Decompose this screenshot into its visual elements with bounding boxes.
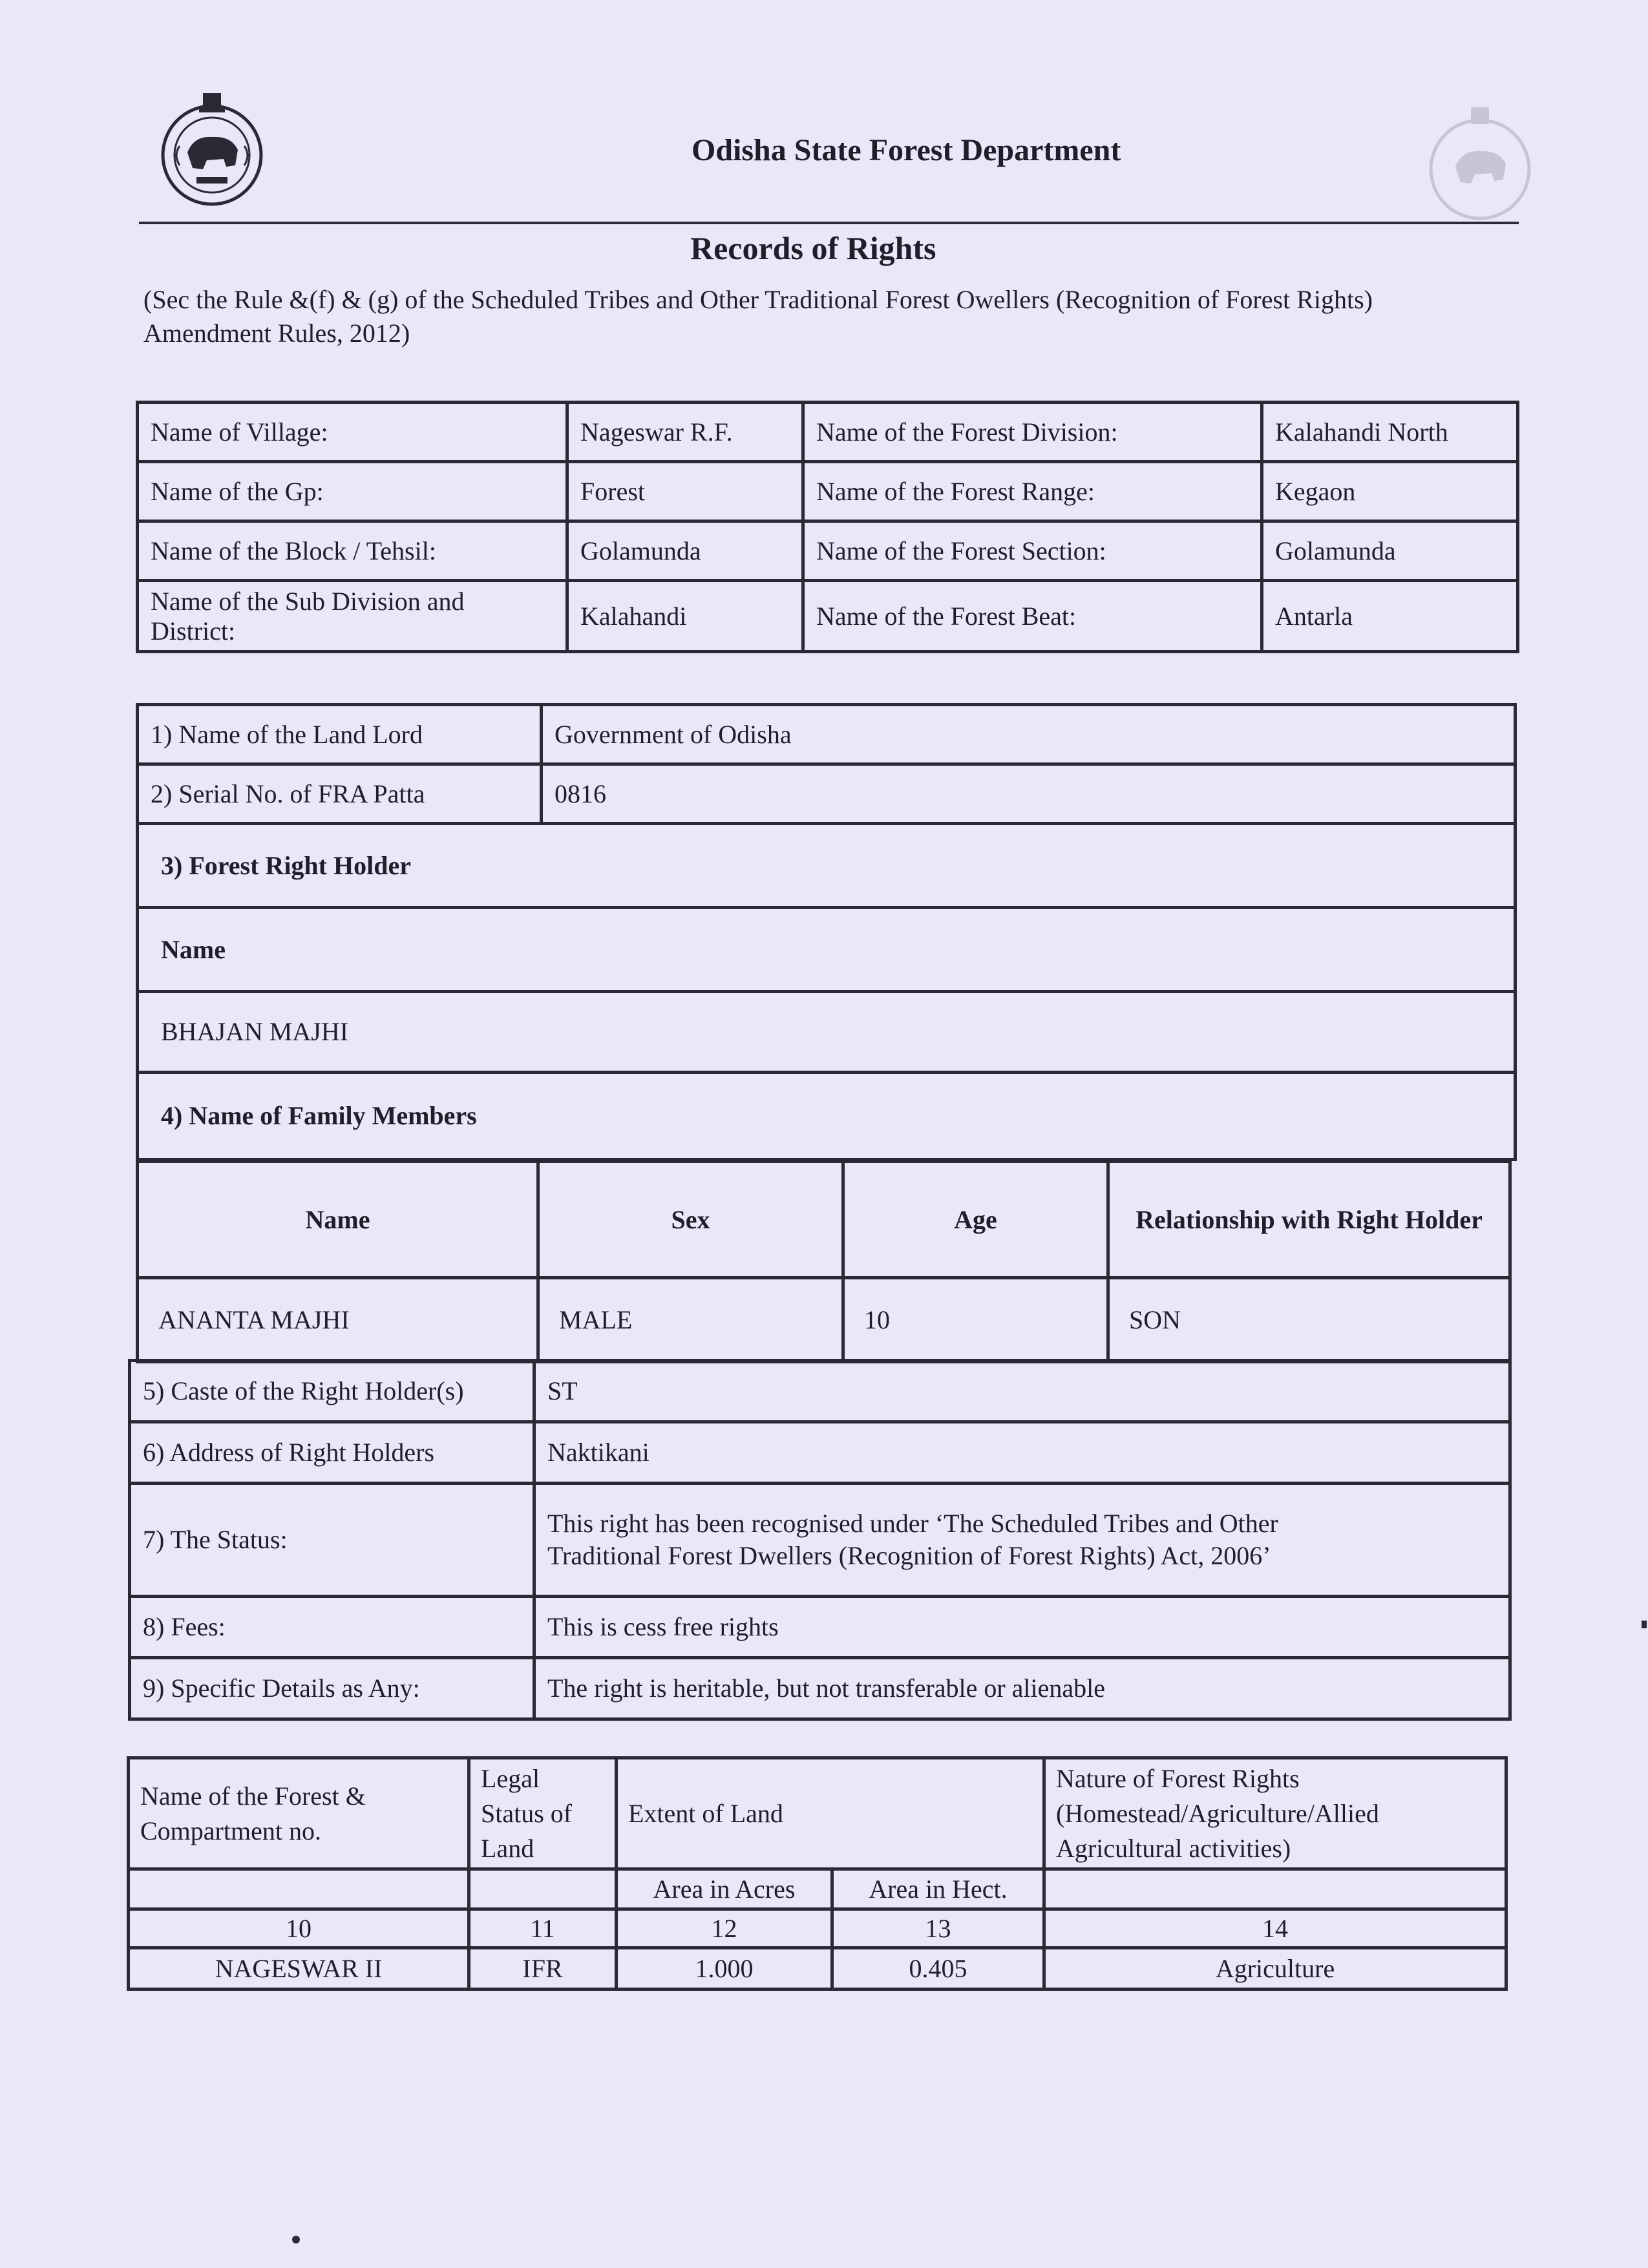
value-area-acres: 1.000 (617, 1948, 832, 1990)
details-table (128, 1359, 1512, 1721)
header-nature-of-rights: Nature of Forest Rights (Homestead/Agriculture/Allied Agricultural activities) (1044, 1758, 1506, 1869)
member-age: 10 (843, 1278, 1108, 1362)
value-forest-range: Kegaon (1262, 462, 1518, 521)
heading-family-members: 4) Name of Family Members (138, 1073, 1516, 1160)
page-title: Records of Rights (690, 230, 936, 266)
header-legal-status: Legal Status of Land (469, 1758, 617, 1869)
header-name: Name (138, 1162, 538, 1278)
value-gp: Forest (567, 462, 803, 521)
label-sub-division: Name of the Sub Division and District: (138, 581, 567, 652)
value-forest-section: Golamunda (1262, 521, 1518, 581)
table-row (129, 1948, 1506, 1990)
speck (1642, 1621, 1647, 1628)
table-row (129, 1758, 1506, 1869)
table-row (130, 1597, 1510, 1658)
label-caste: 5) Caste of the Right Holder(s) (130, 1361, 534, 1422)
value-forest-compartment: NAGESWAR II (129, 1948, 469, 1990)
table-row (138, 908, 1516, 992)
member-name: ANANTA MAJHI (138, 1278, 538, 1362)
label-block: Name of the Block / Tehsil: (138, 521, 567, 581)
table-row (138, 462, 1518, 521)
header-extent-of-land: Extent of Land (617, 1758, 1044, 1869)
label-status: 7) The Status: (130, 1484, 534, 1597)
speck (292, 2236, 300, 2243)
location-table (136, 401, 1519, 653)
value-land-lord: Government of Odisha (542, 705, 1516, 764)
table-row (130, 1484, 1510, 1597)
table-row (129, 1909, 1506, 1948)
header-area-hect: Area in Hect. (832, 1869, 1044, 1909)
table-row (138, 992, 1516, 1073)
header-area-acres: Area in Acres (617, 1869, 832, 1909)
member-relationship: SON (1108, 1278, 1510, 1362)
value-serial-no: 0816 (542, 764, 1516, 824)
label-forest-beat: Name of the Forest Beat: (803, 581, 1262, 652)
value-specific-details: The right is heritable, but not transferable or alienable (534, 1658, 1510, 1719)
value-village: Nageswar R.F. (567, 403, 803, 462)
empty-cell (1044, 1869, 1506, 1909)
label-village: Name of Village: (138, 403, 567, 462)
table-row (129, 1869, 1506, 1909)
value-holder-name: BHAJAN MAJHI (138, 992, 1516, 1073)
header-forest-compartment: Name of the Forest & Compartment no. (129, 1758, 469, 1869)
column-number: 12 (617, 1909, 832, 1948)
label-gp: Name of the Gp: (138, 462, 567, 521)
table-row (138, 764, 1516, 824)
table-row (138, 581, 1518, 652)
value-legal-status: IFR (469, 1948, 617, 1990)
column-number: 10 (129, 1909, 469, 1948)
table-row (138, 824, 1516, 908)
empty-cell (129, 1869, 469, 1909)
land-table (127, 1756, 1508, 1991)
column-number: 14 (1044, 1909, 1506, 1948)
rights-holder-table (136, 703, 1517, 1161)
header-divider (139, 222, 1519, 224)
family-members-table (136, 1160, 1512, 1363)
department-title: Odisha State Forest Department (692, 133, 1121, 167)
table-row (138, 403, 1518, 462)
table-row (130, 1422, 1510, 1484)
header-sex: Sex (538, 1162, 843, 1278)
value-nature-of-rights: Agriculture (1044, 1948, 1506, 1990)
label-forest-division: Name of the Forest Division: (803, 403, 1262, 462)
table-row (130, 1361, 1510, 1422)
value-caste: ST (534, 1361, 1510, 1422)
value-sub-division: Kalahandi (567, 581, 803, 652)
table-row (138, 1162, 1510, 1278)
table-row (130, 1658, 1510, 1719)
faded-emblem-icon (1422, 97, 1538, 226)
heading-forest-right-holder: 3) Forest Right Holder (138, 824, 1516, 908)
column-number: 11 (469, 1909, 617, 1948)
label-serial-no: 2) Serial No. of FRA Patta (138, 764, 542, 824)
value-fees: This is cess free rights (534, 1597, 1510, 1658)
label-address: 6) Address of Right Holders (130, 1422, 534, 1484)
table-row (138, 705, 1516, 764)
label-forest-range: Name of the Forest Range: (803, 462, 1262, 521)
label-forest-section: Name of the Forest Section: (803, 521, 1262, 581)
empty-cell (469, 1869, 617, 1909)
odisha-emblem-icon (154, 83, 270, 212)
label-specific-details: 9) Specific Details as Any: (130, 1658, 534, 1719)
member-sex: MALE (538, 1278, 843, 1362)
header-relationship: Relationship with Right Holder (1108, 1162, 1510, 1278)
value-area-hect: 0.405 (832, 1948, 1044, 1990)
table-row (138, 1073, 1516, 1160)
value-status: This right has been recognised under ‘The Scheduled Tribes and Other Traditional Forest Dwellers (Recognition of Forest Rights) Act, 2006’ (534, 1484, 1510, 1597)
rule-reference: (Sec the Rule &(f) & (g) of the Scheduled Tribes and Other Traditional Forest Owellers (Recognition of Forest Rights) Amendment Rules, 2012) (143, 285, 1373, 348)
header-age: Age (843, 1162, 1108, 1278)
heading-name: Name (138, 908, 1516, 992)
table-row (138, 521, 1518, 581)
value-block: Golamunda (567, 521, 803, 581)
table-row (138, 1278, 1510, 1362)
column-number: 13 (832, 1909, 1044, 1948)
value-forest-division: Kalahandi North (1262, 403, 1518, 462)
value-forest-beat: Antarla (1262, 581, 1518, 652)
label-fees: 8) Fees: (130, 1597, 534, 1658)
label-land-lord: 1) Name of the Land Lord (138, 705, 542, 764)
value-address: Naktikani (534, 1422, 1510, 1484)
